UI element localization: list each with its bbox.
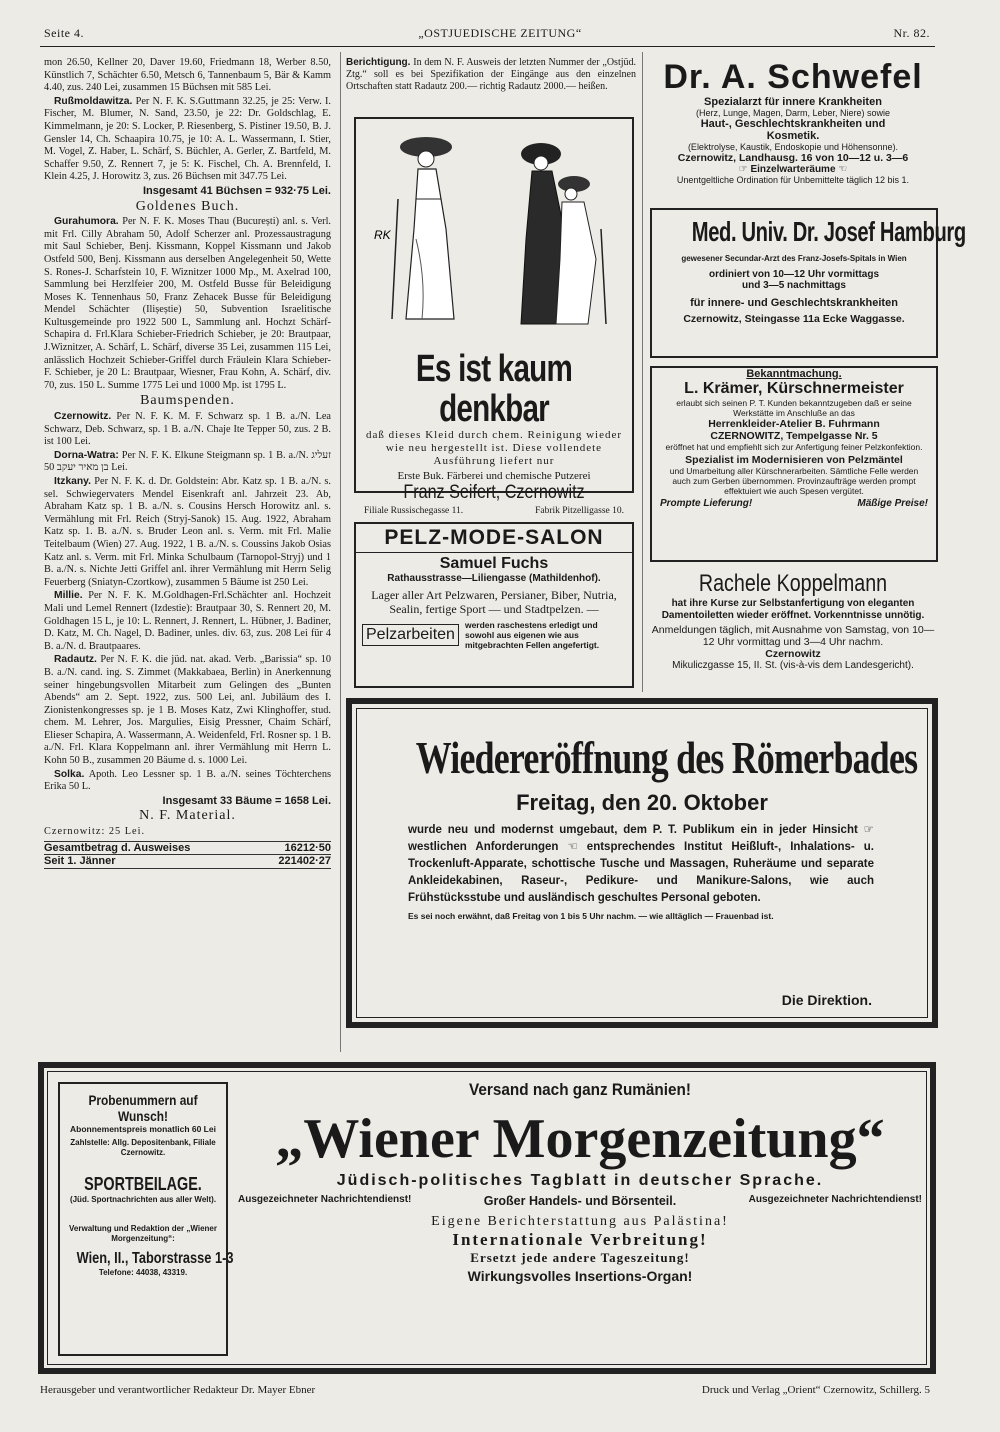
city: Czernowitz [765,648,821,660]
former-position: gewesener Secundar-Arzt des Franz-Josefs-Spitals in Wien [681,254,907,263]
total-line: Insgesamt 41 Büchsen = 932·75 Lei. [142,184,331,197]
hamburg-ad [650,208,966,358]
international-line: Internationale Verbreitung! [452,1230,708,1249]
notice-text: erlaubt sich seinen P. T. Kunden bekanntzugeben daß er seine Werkstätte im Anschluße an das [676,398,912,418]
replaces-line: Ersetzt jede andere Tageszeitung! [470,1250,690,1265]
sport-supplement: SPORTBEILAGE. [84,1174,202,1194]
paragraph: Rußmoldawitza. Per N. F. K. S.Guttmann 32.25, je 25: Verw. I. Fischer, M. Blumer, N. Sand, 23.50, je 22: Dr. Goldschlag, E. Kimmelmann, je 20: S. Locker, P. Riesenberg, S. Pistiner 19.50, B. J. Gensler 14, Ch. Schaapira 10.75, je 10: A. L. Wassermann, I. Stier, M. Vogel, Z. Haber, L. Schärf, S. Büchler, A. Gerler, Z. Bartfeld, M. Schaffer 9.50, Z. Rennert 7, je 5: K. Fischel, Ch. A. Brennfeld, I. Klein 4.25, J. Horowitz 3, zus. 26 Büchsen mit 347.75 Lei. [44,95,331,183]
reopening-date: Freitag, den 20. Oktober [516,790,768,815]
section-heading: Baumspenden. [140,393,235,409]
ad-headline: Wiedereröffnung des Römerbades [415,732,918,783]
fashion-illustration [356,119,632,344]
organs: (Herz, Lunge, Magen, Darm, Leber, Niere) sowie [695,108,891,118]
donation-column [44,57,331,869]
printer-line: Druck und Verlag „Orient“ Czernowitz, Schillerg. 5 [701,1384,930,1396]
schwefel-ad [648,58,938,185]
section-heading: Goldenes Buch. [135,198,240,214]
issue-number: Nr. 82. [893,26,930,40]
ad-title: PELZ-MODE-SALON [356,524,632,553]
sport-subtitle: (Jüd. Sportnachrichten aus aller Welt). [69,1195,217,1204]
owner-name: Samuel Fuchs [439,555,549,572]
doctor-name: Med. Univ. Dr. Josef Hamburg [691,216,966,247]
publisher-line: Herausgeber und verantwortlicher Redakteur Dr. Mayer Ebner [40,1384,316,1396]
teacher-name: Rachele Koppelmann [698,570,888,597]
free-consultation: Unentgeltliche Ordination für Unbemittelte täglich 12 bis 1. [676,175,910,185]
paragraph: Dorna-Watra: Per N. F. K. Elkune Steigmann sp. 1 B. a./N. זעליג בן מאיר יעקב 50 Lei. [44,449,331,474]
column-divider [642,52,643,692]
atelier-name: Herrenkleider-Atelier B. Fuhrmann [708,418,880,430]
address: Rathausstrasse—Liliengasse (Mathildenhof). [387,573,601,584]
insertion-line: Wirkungsvolles Insertions-Organ! [467,1268,693,1284]
services-text: und Umarbeitung aller Kürschnerarbeiten. Sämtliche Felle werden auch zum Gerben übernommen. Provinzaufträge werden prompt effektuiert wie auch Spesen vergütet. [669,466,919,496]
ad-body: Lager aller Art Pelzwaren, Persianer, Biber, Nutria, Sealin, fertige Sport — und Stadtpelzen. — [371,588,617,616]
atelier-address: CZERNOWITZ, Tempelgasse Nr. 5 [710,430,878,442]
pelz-ad [354,522,634,688]
paragraph: Millie. Per N. F. K. M.Goldhagen-Frl.Schächter anl. Hochzeit Mali und Lemel Rennert (Izdestie): Brautpaar 30, S. Rennert 20, M. Goldhagen 15 L, je 10: L. Rennert, J. Rennert, L. Hübner, J. Badiner, D. Katz, M. Ch. Nagel, D. Badiner, unles. div. 63, zus. 208 Lei für 4 B. a./N. d. Brautpaares. [44,590,331,652]
newspaper-title: „Wiener Morgenzeitung“ [275,1108,885,1170]
address-hours: Czernowitz, Landhausg. 16 von 10—12 u. 3—6 [677,152,909,164]
branch-addresses: Filiale Russischegasse 11. Fabrik Pitzelligasse 10. [364,506,624,516]
hours-pm: und 3—5 nachmittags [742,280,846,291]
total-line: Insgesamt 33 Bäume = 1658 Lei. [162,794,331,807]
features-row: Ausgezeichneter Nachrichtendienst! Großer Handels- und Börsenteil. Ausgezeichneter Nachrichtendienst! [238,1194,922,1208]
page-number: Seite 4. [44,26,84,40]
ad-headline: Es ist kaum denkbar [415,348,573,430]
paragraph: Gurahumora. Per N. F. K. Moses Thau (București) anl. s. Verl. mit Frl. Cilly Abraham 50, Adolf Scherzer anl. Prozessaustragung mit Saul Schieber, Benj. Kissmann, Koppel Kissmann und Jakob Ostfeld 500, Benj. Kissmann aus derselben Angelegenheit 50, Wette S. Rones-J. Scharfstein 10, F. Wiznitzer 1000 Mp., M. Axelrad 100, Sammlung bei Herzlfeier 200, M. Ostfeld Busse für Beleidigung Moses K. Tennenhaus 50, Franz Zehacek Busse für Beleidigung Mendel Schächter (Ilișeștie) 50, Subvention Israelitische Kultusgemeinde pro 1922 500 L, Sammlung anl. Hochzt Schärf-Schapira d. Frl.Klara Schieber-Friedrich Schieber, je 20: Brautpaar, J.Wiznitzer, A. Schärf, L. Schärf, diverse 35 Lei, zusammen 115 Lei, anlässlich Hochzeit Schieber-Griffel durch Fräulein Klara Schieber- F. Schieber, je 20 L: Brautpaar, Wiesner, Frau Kohn, A. Schärf, div. 70, zus. 150 L. Summe 1775 Lei und 1000 Mp. ist 1795 L. [44,216,331,391]
pelzarbeiten-row [356,620,632,650]
specialty: für innere- und Geschlechtskrankheiten [690,297,898,309]
kraemer-ad [650,366,938,562]
palestine-line: Eigene Berichterstattung aus Palästina! [431,1214,729,1229]
address: Czernowitz, Steingasse 11a Ecke Waggasse. [683,313,905,325]
grand-total-row: Gesamtbetrag d. Ausweises 16212·50 [44,841,331,854]
footer-row: Prompte Lieferung! Mäßige Preise! [660,498,928,509]
furrier-name: L. Krämer, Kürschnermeister [684,380,904,397]
pelzarbeiten-label: Pelzarbeiten [362,624,459,646]
pointing-hand-icon: ☞ [738,164,751,175]
notice-text-2: eröffnet hat und empfiehlt sich zur Anfertigung feiner Pelzkonfektion. [665,442,923,452]
roemerbad-ad [346,698,938,1028]
editorial-office: Verwaltung und Redaktion der „Wiener Morgenzeitung“: [69,1224,217,1243]
course-text: hat ihre Kurse zur Selbstanfertigung von eleganten Damentoiletten wieder eröffnet. Vorkenntnisse unnötig. [661,598,925,621]
telephones: Telefone: 44038, 43319. [98,1268,188,1277]
waiting-rooms: ☞ Einzelwarteräume ☜ [738,164,848,175]
specialty: Spezialarzt für innere Krankheiten [704,96,882,108]
header-rule [40,46,935,47]
paragraph: mon 26.50, Kellner 20, Daver 19.60, Friedmann 18, Werber 8.50, Künstlich 7, Schächter 6.50, Metsch 6, Tannenbaum 5, Bär & Kamm 4.40, zus. 240 Lei, zusammen 15 Büchsen mit 585 Lei. [44,57,331,94]
column-divider [340,52,341,1052]
section-heading: N. F. Material. [139,808,236,824]
masthead: „OSTJUEDISCHE ZEITUNG“ [418,26,582,40]
hours-am: ordiniert von 10—12 Uhr vormittags [708,269,880,280]
office-address: Wien, II., Taborstrasse 1-3 [76,1250,234,1267]
newspaper-subtitle: Jüdisch-politisches Tagblatt in deutscher Sprache. [336,1172,824,1189]
paragraph: Czernowitz. Per N. F. K. M. F. Schwarz sp. 1 B. a./N. Lea Schwarz, Deb. Schwarz, sp. 1 B. a./N. Chaje Ite Tepper 50, zus. 2 B. ist 100 Lei. [44,411,331,448]
price: Abonnementspreis monatlich 60 Lei [70,1124,216,1134]
sample-copies: Probenummern auf Wunsch! [88,1092,198,1124]
monogram: RK [374,228,391,242]
ladies-note: Es sei noch erwähnt, daß Freitag von 1 bis 5 Uhr nachm. — wie alltäglich — Frauenbad ist. [408,911,774,921]
specialty-3: Kosmetik. [766,130,820,142]
newspaper-promo [230,1068,930,1284]
company-name: Franz Seifert, Czernowitz [403,482,585,503]
announcement-heading: Bekanntmachung. [746,368,842,380]
methods: (Elektrolyse, Kaustik, Endoskopie und Höhensonne). [687,142,899,152]
paragraph: Solka. Apoth. Leo Lessner sp. 1 B. a./N. seines Töchterchens Erika 50 L. [44,768,332,793]
payment-office: Zahlstelle: Allg. Depositenbank, Filiale Czernowitz. [70,1138,216,1157]
registration-text: Anmeldungen täglich, mit Ausnahme von Samstag, von 10—12 Uhr vormittag und 3—4 Uhr nachm. [651,624,935,648]
paragraph: Radautz. Per N. F. K. die jüd. nat. akad. Verb. „Barissia“ sp. 10 B. a./N. cand. ing. S. Zimmet (Makkabaea, Berlin) in Anerkennung seiner hingebungsvollen Mitarbeit zum Gelingen des „Bunten Abends“ am 2. Sept. 1922, zus. 500 Lei, anl. Jubiläum des I. Zionistenkongresses sp. je 1 B. Moses Katz, Zwi Klinghoffer, stud. chem. M. Lehrer, Jos. Margulies, Eisig Pressner, Chaim Schärf, Elieser Schapira, A. Wassermann, A. Weidenfeld, Frl. Rosner sp. 1 B. a./N. Frl. Klara Koppelmann anl. ihrer Vermählung mit Herrn L. Kohn 50 B., zusammen 20 Bäume d. s. 1000 Lei. [44,654,331,767]
ad-line: Erste Buk. Färberei und chemische Putzerei [397,470,591,482]
ad-body: wurde neu und modernst umgebaut, dem P. T. Publikum ein in jeder Hinsicht ☞ westlichen Anforderungen ☜ entsprechendes Institut Heißluft-, Inhalations- u. Trockenluft-Apparate, schottische Tusche und Massagen, Ruheräume und separate Ankleidekabinen, Raseur-, Pedikure- und Manikure-Salons, wie auch Frühstücksstube und ausländisch geschultes Personal geboten. [408,824,874,904]
address: Mikuliczgasse 15, II. St. (vis-à-vis dem Landesgericht). [672,660,914,671]
shipping-note: Versand nach ganz Rumänien! [469,1080,691,1099]
specialist-line: Spezialist im Modernisieren von Pelzmäntel [685,454,903,466]
signature: Die Direktion. [781,992,872,1008]
paragraph: Czernowitz: 25 Lei. [44,826,146,838]
subscription-box [58,1082,234,1356]
pelzarbeiten-text: werden raschestens erledigt und sowohl aus eigenen wie aus mitgebrachten Fellen angefertigt. [464,620,600,650]
correction-notice: Berichtigung. In dem N. F. Ausweis der letzten Nummer der „Ostjüd. Ztg.“ soll es bei Spezifikation der Eingänge aus den einzelnen Ortschaften statt Radautz 200.— richtig Radautz 2000.— heißen. [346,57,637,92]
koppelmann-ad [648,570,938,671]
ad-body: daß dieses Kleid durch chem. Reinigung wieder wie neu hergestellt ist. Diese vollendete Ausführung liefert nur [365,429,623,467]
wiener-morgenzeitung-ad [38,1062,936,1374]
paragraph: Itzkany. Per N. F. K. d. Dr. Goldstein: Abr. Katz sp. 1 B. a./N. s. sel. Schwiegervaters Mendel Eisenkraft anl. Jahrzeit 23. Ab, Abraham Katz sp. 1 B. a./N. s. Cousins Hersch Horowitz anl. s. Vermählung mit Frl. Reich (Stryj-Sanok) 15. Aug. 1922, Abraham Katz sp. 1. B. a./N. s. Bruder Leon anl. s. Verm. mit Frl. Malie Teitelbaum (Wien) 27. Aug. 1922, 1 B. a./N. s. Coussins Jakob Osias Katz anl. s. Verm. mit Frl. Minka Schulbaum (Tarnopol-Stryj) und 1 B. a./N. s. Nichte Jetti Griffel anl. ihrer Vermählung mit Herrn Selig Feuerberg (Sniatyn-Czortkow), zusammen 5 Bäume ist 250 Lei. [44,476,331,588]
seifert-ad [354,117,634,516]
year-total-row: Seit 1. Jänner 221402·27 [44,855,331,868]
specialty-2: Haut-, Geschlechtskrankheiten und [700,118,886,130]
pointing-hand-icon: ☜ [835,164,848,175]
doctor-name: Dr. A. Schwefel [663,58,923,96]
